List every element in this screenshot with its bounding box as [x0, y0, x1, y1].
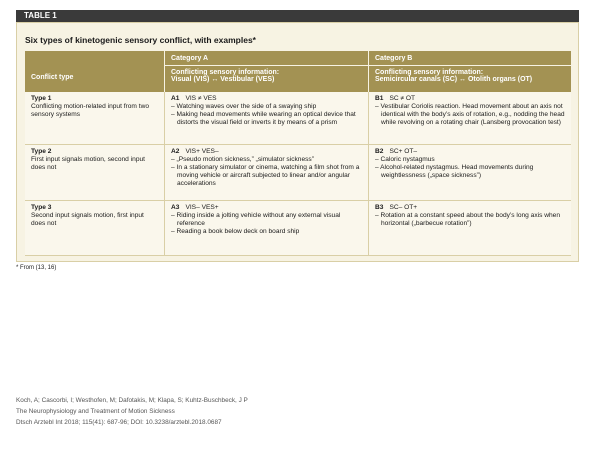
a-formula: VIS ≠ VES: [185, 95, 217, 102]
type-label: Type 1: [31, 95, 52, 102]
header-category-b-desc: [368, 66, 571, 92]
a-item: – Riding inside a jolting vehicle without any external visual reference: [171, 212, 341, 227]
a-item: – „Pseudo motion sickness,” „simulator sickness”: [171, 156, 314, 163]
a-item: – Reading a book below deck on board ship: [171, 228, 300, 235]
conflict-table: [25, 51, 571, 256]
header-category-b: Category B: [368, 51, 571, 66]
header-b-line1: Conflicting sensory information:: [375, 69, 484, 76]
header-a-line1: Conflicting sensory information:: [171, 69, 280, 76]
b-item: – Caloric nystagmus: [375, 156, 435, 163]
citation-authors: Koch, A; Cascorbi, I; Westhofen, M; Dafotakis, M; Klapa, S; Kuhtz-Buschbeck, J P: [16, 397, 248, 404]
b-formula: SC– OT+: [389, 204, 418, 211]
footnote: * From (13, 16): [16, 265, 57, 271]
header-blank: [25, 51, 164, 66]
a-code: A2: [171, 148, 180, 155]
a-code: A1: [171, 95, 180, 102]
a-item: – Making head movements while wearing an optical device that distorts the visual field or inverts it by means of a prism: [171, 111, 356, 126]
a-formula: VIS+ VES–: [185, 148, 219, 155]
table-label: TABLE 1: [16, 10, 579, 22]
b-code: B2: [375, 148, 384, 155]
category-a-cell: [164, 145, 368, 200]
header-conflict-type: Conflict type: [31, 74, 74, 81]
b-code: B3: [375, 204, 384, 211]
b-item: – Rotation at a constant speed about the body’s long axis when horizontal („barbecue rotation”): [375, 212, 560, 227]
b-item: – Vestibular Coriolis reaction. Head movement about an axis not identical with the body’s axis of rotation, e.g., nodding the head while revolving on a rotating chair (Lansberg provocation test): [375, 103, 565, 126]
header-row-1: [25, 51, 571, 66]
conflict-type-cell: [25, 92, 164, 144]
type-label: Type 2: [31, 148, 52, 155]
category-b-cell: [368, 92, 571, 144]
table-frame: [16, 22, 579, 262]
b-formula: SC ≠ OT: [389, 95, 416, 102]
header-a-line2: Visual (VIS) ↔ Vestibular (VES): [171, 76, 275, 83]
b-code: B1: [375, 95, 384, 102]
table-row: [25, 145, 571, 201]
conflict-type-cell: [25, 145, 164, 200]
category-b-cell: [368, 201, 571, 255]
header-category-a: Category A: [164, 51, 368, 66]
category-a-cell: [164, 92, 368, 144]
a-item: – In a stationary simulator or cinema, watching a film shot from a moving vehicle or aircraft subjected to linear and/or angular accelerations: [171, 164, 360, 187]
table-row: [25, 92, 571, 145]
conflict-type-cell: [25, 201, 164, 255]
category-a-cell: [164, 201, 368, 255]
table-caption: Six types of kinetogenic sensory conflict, with examples*: [25, 35, 256, 45]
citation-title: The Neurophysiology and Treatment of Motion Sickness: [16, 408, 175, 415]
a-item: – Watching waves over the side of a swaying ship: [171, 103, 317, 110]
b-item: – Alcohol-related nystagmus. Head movements during weightlessness („space sickness”): [375, 164, 534, 179]
type-desc: Second input signals motion, first input does not: [31, 212, 144, 227]
type-label: Type 3: [31, 204, 52, 211]
header-category-a-desc: [164, 66, 368, 92]
a-formula: VIS– VES+: [185, 204, 219, 211]
type-desc: First input signals motion, second input does not: [31, 156, 145, 171]
citation-reference: Dtsch Arztebl Int 2018; 115(41): 687-96; DOI: 10.3238/arztebl.2018.0687: [16, 419, 222, 426]
category-b-cell: [368, 145, 571, 200]
type-desc: Conflicting motion-related input from two sensory systems: [31, 103, 150, 118]
table-row: [25, 201, 571, 256]
b-formula: SC+ OT–: [389, 148, 418, 155]
header-row-2: [25, 66, 571, 92]
a-code: A3: [171, 204, 180, 211]
header-b-line2: Semicircular canals (SC) ↔ Otolith organs (OT): [375, 76, 533, 83]
